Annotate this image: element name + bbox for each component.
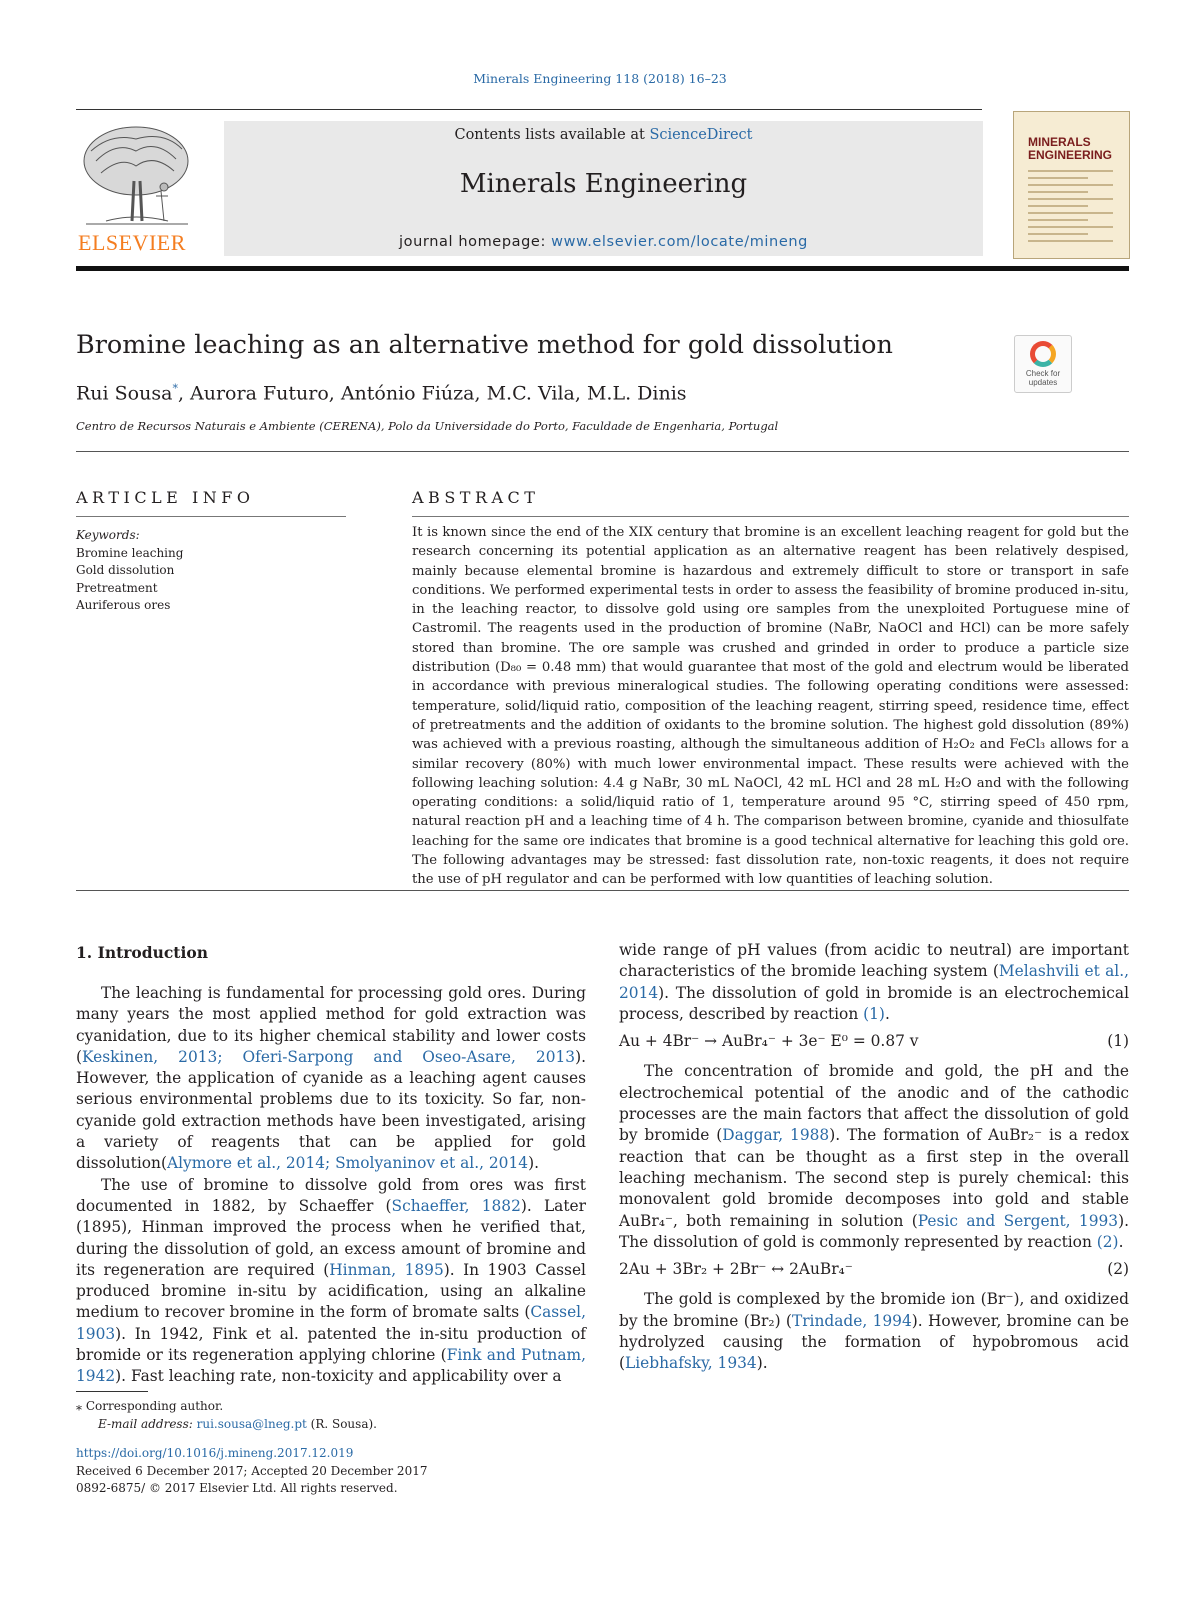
header-thick-rule	[76, 266, 1129, 271]
text-span: ).	[756, 1354, 768, 1373]
equation-link[interactable]: (2)	[1096, 1232, 1119, 1251]
citation-link[interactable]: Keskinen, 2013; Oferi-Sarpong and Oseo-Asare, 2013	[82, 1047, 576, 1066]
footnotes	[76, 1398, 377, 1433]
text-span: The use of bromine to dissolve gold from ores was first documented in 1882, by Schaeffer (	[76, 1175, 586, 1215]
doi-link[interactable]: https://doi.org/10.1016/j.mineng.2017.12.019	[76, 1446, 354, 1460]
journal-banner	[224, 121, 983, 256]
check-updates-text-2: updates	[1028, 378, 1058, 387]
journal-reference-link[interactable]: Minerals Engineering 118 (2018) 16–23	[473, 71, 727, 86]
equation-2-text: 2Au + 3Br₂ + 2Br⁻ ↔ 2AuBr₄⁻	[619, 1260, 853, 1279]
journal-title: Minerals Engineering	[459, 169, 748, 199]
text-span: ). In 1903 Cassel produced bromine in-situ by acidification, using an alkaline medium to recover bromine in the form of bromate salts (	[76, 1260, 586, 1322]
abstract-heading: ABSTRACT	[412, 488, 540, 507]
contents-line	[224, 127, 983, 143]
affiliation: Centro de Recursos Naturais e Ambiente (CERENA), Polo da Universidade do Porto, Faculdade de Engenharia, Portugal	[76, 419, 779, 433]
homepage-line	[224, 234, 983, 250]
author-first: Rui Sousa	[76, 382, 173, 405]
elsevier-wordmark: ELSEVIER	[78, 230, 186, 255]
text-span: ). However, the application of cyanide as a leaching agent causes serious environmental problems due to its toxicity. So far, non-cyanide gold extraction methods have been investigated, arising a variety of reagents that can be applied for gold dissolution(	[76, 1047, 586, 1173]
cover-title-line-2: ENGINEERING	[1028, 148, 1113, 162]
text-span: ). The formation of AuBr₂⁻ is a redox reaction that can be thought as a first step in the overall leaching mechanism. The second step is purely chemical: this monovalent gold bromide decomposes into gold and stable AuBr₄⁻, both remaining in solution (	[619, 1126, 1130, 1230]
keyword: Gold dissolution	[76, 563, 175, 577]
cover-title-line-1: MINERALS	[1028, 135, 1091, 149]
citation-link[interactable]: Liebhafsky, 1934	[625, 1354, 757, 1373]
citation-link[interactable]: Alymore et al., 2014; Smolyaninov et al., 2014	[166, 1154, 529, 1173]
text-span: The concentration of bromide and gold, the pH and the electrochemical potential of the anodic and of the cathodic processes are the main factors that affect the dissolution of gold by bromide (	[619, 1062, 1129, 1145]
email-note	[76, 1416, 377, 1434]
text-span: .	[884, 1004, 890, 1023]
text-span: ). However, bromine can be hydrolyzed causing the formation of hypobromous acid (	[619, 1311, 1129, 1373]
keyword: Pretreatment	[76, 580, 158, 595]
text-span: .	[1118, 1232, 1124, 1251]
citation-link[interactable]: Schaeffer, 1882	[391, 1196, 521, 1215]
publication-info	[76, 1445, 427, 1498]
article-info-rule	[76, 516, 346, 517]
homepage-link[interactable]: www.elsevier.com/locate/mineng	[551, 234, 808, 250]
text-span: ). The dissolution of gold is commonly represented by reaction	[619, 1211, 1129, 1251]
keyword: Bromine leaching	[76, 545, 184, 560]
equation-1-text: Au + 4Br⁻ → AuBr₄⁻ + 3e⁻ E⁰ = 0.87 v	[619, 1032, 919, 1051]
title-rule	[76, 451, 1129, 452]
abstract-rule	[412, 516, 1129, 517]
equation-2-number: (2)	[1107, 1260, 1129, 1279]
citation-link[interactable]: Trindade, 1994	[791, 1311, 912, 1330]
keywords-block	[76, 527, 183, 615]
section-heading-introduction: 1. Introduction	[76, 943, 208, 962]
check-updates-icon	[1030, 341, 1056, 367]
homepage-prefix: journal homepage:	[399, 234, 552, 250]
check-updates-text-1: Check for	[1025, 369, 1061, 378]
citation-link[interactable]: Hinman, 1895	[329, 1260, 444, 1279]
body-column-right	[619, 940, 1129, 1375]
text-span: ).	[528, 1154, 539, 1173]
paragraph	[76, 983, 586, 1175]
citation-link[interactable]: Fink and Putnam, 1942	[76, 1346, 586, 1386]
footnote-text: Corresponding author.	[82, 1399, 224, 1413]
equation-2	[619, 1259, 1129, 1280]
paragraph	[619, 940, 1129, 1025]
text-span: ). Later (1895), Hinman improved the process when he verified that, during the dissolution of gold, an excess amount of bromine and its regeneration are required (	[76, 1196, 586, 1279]
abstract-bottom-rule	[76, 890, 1129, 891]
email-owner: (R. Sousa).	[306, 1416, 377, 1431]
text-span: The leaching is fundamental for processing gold ores. During many years the most applied method for gold extraction was cyanidation, due to its higher chemical stability and lower costs (	[76, 984, 586, 1066]
journal-cover-thumbnail[interactable]	[1013, 111, 1130, 259]
equation-1-number: (1)	[1107, 1032, 1129, 1051]
sciencedirect-link[interactable]: ScienceDirect	[649, 127, 753, 143]
email-label: E-mail address:	[98, 1416, 193, 1431]
text-span: ). In 1942, Fink et al. patented the in-situ production of bromide or its regeneration applying chlorine (	[76, 1324, 586, 1365]
article-info-heading: ARTICLE INFO	[76, 488, 255, 507]
citation-link[interactable]: Cassel, 1903	[76, 1303, 586, 1343]
citation-link[interactable]: Daggar, 1988	[722, 1126, 830, 1145]
equation-1	[619, 1031, 1129, 1052]
paragraph	[76, 1175, 586, 1388]
corresponding-author-mark[interactable]: *	[172, 382, 178, 395]
corresponding-author-note	[76, 1398, 377, 1416]
text-span: The gold is complexed by the bromide ion (Br⁻), and oxidized by the bromine (Br₂) (	[619, 1290, 1129, 1330]
author-list	[76, 382, 687, 404]
cover-decoration	[1028, 170, 1113, 247]
header-rule	[76, 109, 982, 110]
citation-link[interactable]: Pesic and Sergent, 1993	[917, 1211, 1119, 1230]
abstract-text: It is known since the end of the XIX century that bromine is an excellent leaching reagent for gold but the research concerning its potential application as an alternative reagent has been relatively despised, mainly because elemental bromine is hazardous and extremely difficult to store or transport in safe conditions. We performed experimental tests in order to assess the feasibility of bromine produced in-situ, in the leaching reactor, to dissolve gold using ore samples from the unexploited Portuguese mine of Castromil. The reagents used in the production of bromine (NaBr, NaOCl and HCl) can be more safely stored than bromine. The ore sample was crushed and grinded in order to produce a particle size distribution (D₈₀ = 0.48 mm) that would guarantee that most of the gold and electrum would be liberated in accordance with previous mineralogical studies. The following operating conditions were assessed: temperature, solid/liquid ratio, composition of the leaching reagent, stirring speed, residence time, effect of pretreatments and the addition of oxidants to the bromine solution. The highest gold dissolution (89%) was achieved with a previous roasting, although the simultaneous addition of H₂O₂ and FeCl₃ allows for a similar recovery (80%) with much lower environmental impact. These results were achieved with the following leaching solution: 4.4 g NaBr, 30 mL NaOCl, 42 mL HCl and 28 mL H₂O and with the following operating conditions: a solid/liquid ratio of 1, temperature around 95 °C, stirring speed of 450 rpm, natural reaction pH and a leaching time of 4 h. The comparison between bromine, cyanide and thiosulfate leaching for the same ore indicates that bromine is a good technical alternative for leaching this gold ore. The following advantages may be stressed: fast dissolution rate, non-toxic reagents, it does not require the use of pH regulator and can be performed with low quantities of leaching solution.	[412, 525, 1129, 888]
contents-prefix: Contents lists available at	[454, 127, 650, 143]
paragraph	[619, 1289, 1129, 1374]
keyword: Auriferous ores	[76, 598, 171, 612]
text-span: ). The dissolution of gold in bromide is an electrochemical process, described by reaction	[619, 983, 1129, 1023]
text-span: ). Fast leaching rate, non-toxicity and applicability over a	[115, 1367, 562, 1386]
copyright: 0892-6875/ © 2017 Elsevier Ltd. All rights reserved.	[76, 1481, 398, 1495]
email-link[interactable]: rui.sousa@lneg.pt	[196, 1416, 307, 1431]
footnote-rule	[76, 1391, 148, 1392]
article-title: Bromine leaching as an alternative method for gold dissolution	[76, 330, 893, 360]
paragraph	[619, 1061, 1129, 1253]
text-span: wide range of pH values (from acidic to neutral) are important characteristics of the bromide leaching system (	[619, 941, 1129, 981]
equation-link[interactable]: (1)	[863, 1004, 885, 1023]
citation-link[interactable]: Melashvili et al., 2014	[619, 962, 1129, 1002]
keywords-label: Keywords:	[76, 528, 140, 542]
received-dates: Received 6 December 2017; Accepted 20 December 2017	[76, 1463, 428, 1478]
footnote-mark: ⁎	[76, 1399, 82, 1413]
body-column-left	[76, 983, 586, 1388]
authors-rest: , Aurora Futuro, António Fiúza, M.C. Vila, M.L. Dinis	[177, 382, 687, 405]
check-for-updates-badge[interactable]	[1014, 335, 1072, 393]
